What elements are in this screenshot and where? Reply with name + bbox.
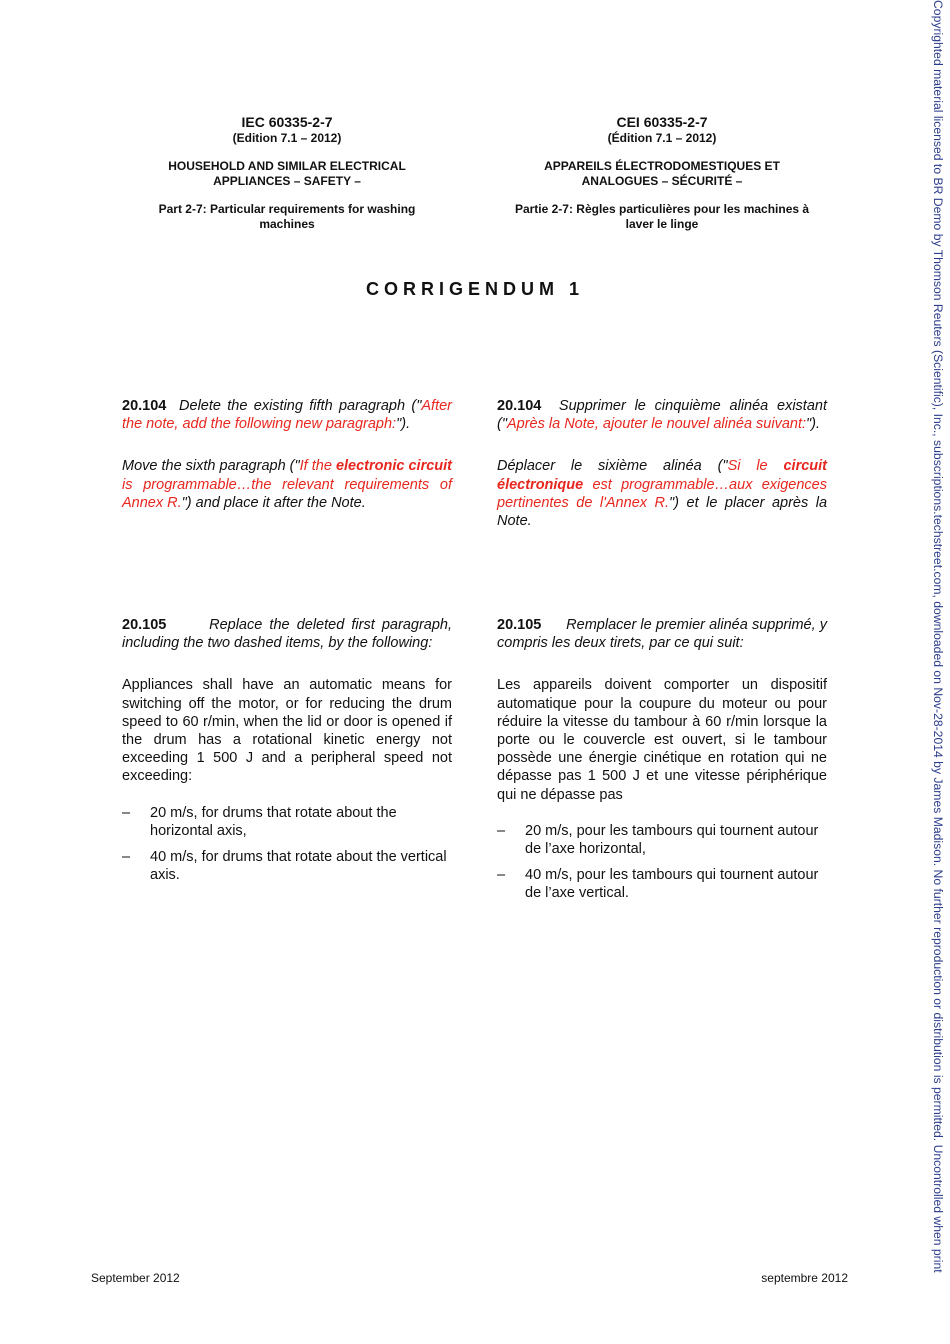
para-delete-en (122, 397, 452, 433)
text-run: Déplacer le sixième alinéa (" (497, 458, 728, 475)
section-20-105-en (122, 616, 452, 884)
para-requirement-en: Appliances shall have an automatic means for switching off the motor, or for reducing the drum speed to 60 r/min, when the lid or door is opened if the drum has a rotational kinetic energy not exceeding 1 500 J and a peripheral speed not exceeding: (122, 677, 452, 785)
list-item (122, 804, 452, 840)
para-move-fr (497, 457, 827, 530)
header-fr (497, 114, 827, 232)
list-item-text: 40 m/s, pour les tambours qui tournent autour de l’axe vertical. (525, 867, 819, 902)
text-run: Delete the existing fifth paragraph (" (179, 398, 422, 414)
clause-number: 20.104 (122, 398, 167, 414)
clause-number: 20.105 (497, 617, 542, 633)
list-item (497, 866, 827, 902)
standard-number-fr: CEI 60335-2-7 (616, 114, 708, 130)
quoted-text: If the (299, 458, 336, 475)
part-line1-en: Part 2-7: Particular requirements for washing (158, 202, 416, 216)
list-item (122, 848, 452, 884)
text-run: Replace the deleted first paragraph, including the two dashed items, by the following: (122, 617, 452, 652)
corrigendum-title: CORRIGENDUM 1 (365, 279, 584, 299)
quoted-bold-term: electronic circuit (335, 458, 453, 475)
header-en (122, 114, 452, 232)
edition-en: (Edition 7.1 – 2012) (232, 131, 342, 145)
dash-marker: – (497, 867, 506, 884)
text-run: "). (806, 416, 821, 433)
text-run: "). (396, 416, 411, 433)
list-item (497, 822, 827, 858)
text-run: Supprimer le cinquième alinéa existant (" (497, 398, 827, 433)
title-line2-en: APPLIANCES – SAFETY – (213, 174, 361, 188)
footer-date-fr: septembre 2012 (761, 1271, 848, 1285)
clause-number: 20.105 (122, 617, 167, 633)
part-line2-fr: laver le linge (625, 217, 699, 231)
quoted-text: Après la Note, ajouter le nouvel alinéa suivant: (506, 416, 807, 433)
dash-marker: – (122, 849, 131, 866)
part-line2-en: machines (259, 217, 315, 231)
text-run: Remplacer le premier alinéa supprimé, y compris les deux tirets, par ce qui suit: (497, 617, 827, 652)
dash-marker: – (497, 822, 506, 839)
part-line1-fr: Partie 2-7: Règles particulières pour les machines à (514, 202, 810, 216)
section-20-104-en (122, 397, 452, 512)
para-move-en (122, 457, 452, 512)
quoted-text: est programmable…aux exigences pertinentes de l'Annex R. (497, 476, 827, 511)
section-20-105-fr (497, 616, 827, 903)
footer-date-en: September 2012 (91, 1271, 180, 1285)
para-delete-fr (497, 397, 827, 433)
text-run: Move the sixth paragraph (" (122, 458, 300, 475)
quoted-text: After the note, add the following new paragraph: (122, 398, 452, 433)
para-replace-fr (497, 616, 827, 652)
para-requirement-fr: Les appareils doivent comporter un dispositif automatique pour la coupure du moteur ou pour réduire la vitesse du tambour à 60 r/min lorsque la porte ou le couvercle est ouvert, si le tambour possède une énergie cinétique en rotation qui ne dépasse pas 1 500 J et une vitesse périphérique qui ne dépasse pas (497, 677, 827, 803)
quoted-text: is programmable…the relevant requirements of Annex R. (122, 476, 452, 511)
title-line1-en: HOUSEHOLD AND SIMILAR ELECTRICAL (168, 159, 406, 173)
title-line2-fr: ANALOGUES – SÉCURITÉ – (581, 174, 743, 188)
dash-marker: – (122, 804, 131, 821)
edition-fr: (Édition 7.1 – 2012) (607, 131, 717, 145)
section-20-104-fr (497, 397, 827, 530)
text-run: ") et le placer après la Note. (497, 494, 828, 530)
para-replace-en (122, 616, 452, 652)
list-item-text: 40 m/s, for drums that rotate about the vertical axis. (150, 849, 447, 884)
standard-number-en: IEC 60335-2-7 (241, 114, 333, 130)
text-run: ") and place it after the Note. (181, 494, 366, 511)
quoted-text: Si le (727, 458, 784, 475)
list-item-text: 20 m/s, pour les tambours qui tournent autour de l’axe horizontal, (525, 822, 819, 858)
clause-number: 20.104 (497, 398, 542, 414)
list-item-text: 20 m/s, for drums that rotate about the horizontal axis, (150, 804, 397, 839)
copyright-watermark: Copyrighted material licensed to BR Demo by Thomson Reuters (Scientific), Inc., subscriptions.techstreet.com, downloaded on Nov-28-2014 by James Madison. No further reproduction or distribution is permitted. Uncontrolled when print (931, 0, 945, 1273)
title-line1-fr: APPAREILS ÉLECTRODOMESTIQUES ET (544, 159, 780, 173)
quoted-bold-term: circuit électronique (497, 458, 827, 493)
